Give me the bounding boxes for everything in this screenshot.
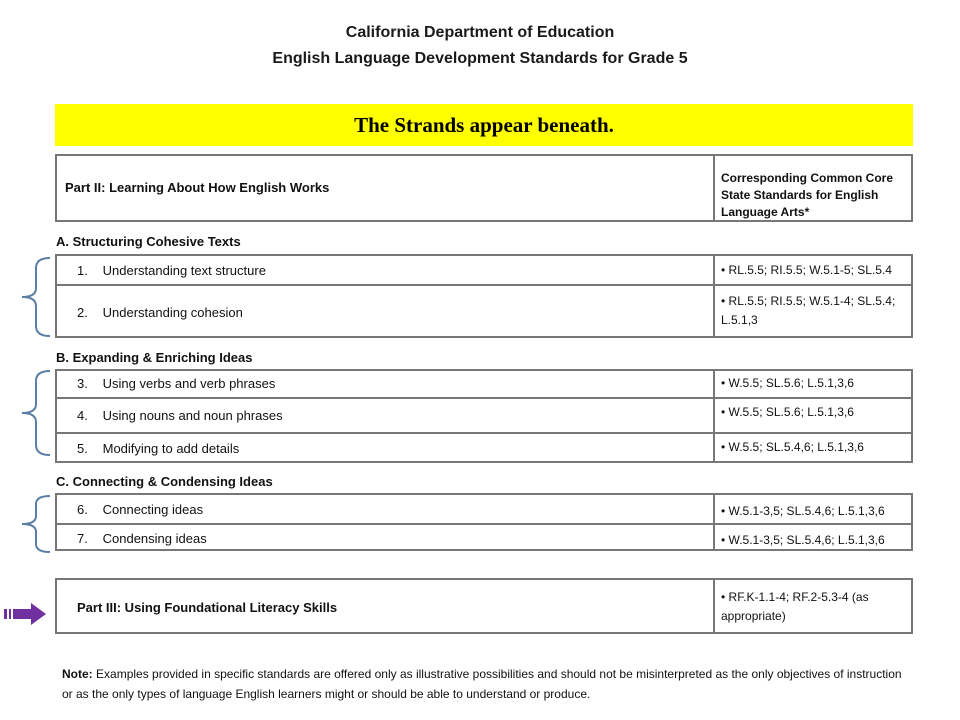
ccss-column-header: Corresponding Common Core State Standards for English Language Arts* [721, 171, 894, 219]
document-subtitle: English Language Development Standards for Grade 5 [272, 50, 688, 67]
table-row [77, 502, 203, 517]
item-text: Understanding text structure [102, 263, 266, 278]
ccss-cell: • RL.5.5; RI.5.5; W.5.1-5; SL.5.4 [721, 263, 892, 277]
brace-icon [14, 369, 54, 457]
item-text: Modifying to add details [102, 441, 240, 456]
part2-header-table [55, 154, 913, 222]
table-row [77, 531, 207, 546]
ccss-cell: • W.5.1-3,5; SL.5.4,6; L.5.1,3,6 [721, 504, 885, 518]
section-a-table [55, 254, 913, 338]
item-number: 2. [77, 305, 88, 320]
table-row [77, 441, 239, 456]
section-b-table [55, 369, 913, 463]
item-number: 7. [77, 531, 88, 546]
section-c-label: C. Connecting & Condensing Ideas [56, 474, 273, 489]
item-number: 3. [77, 376, 88, 391]
item-text: Condensing ideas [102, 531, 207, 546]
brace-icon [14, 256, 54, 338]
section-b-label: B. Expanding & Enriching Ideas [56, 350, 253, 365]
item-text: Connecting ideas [102, 502, 204, 517]
ccss-cell: • RF.K-1.1-4; RF.2-5.3-4 (as appropriate) [721, 590, 869, 623]
table-row [77, 408, 283, 423]
item-number: 1. [77, 263, 88, 278]
note-label: Note: [62, 667, 93, 681]
item-number: 6. [77, 502, 88, 517]
right-arrow-icon [4, 601, 48, 627]
ccss-cell: • W.5.5; SL.5.6; L.5.1,3,6 [721, 405, 854, 419]
item-text: Using nouns and noun phrases [102, 408, 283, 423]
ccss-cell: • RL.5.5; RI.5.5; W.5.1-4; SL.5.4; L.5.1,3 [721, 294, 896, 327]
part3-title: Part III: Using Foundational Literacy Skills [77, 600, 338, 615]
note-text: Examples provided in specific standards are offered only as illustrative possibilities and should not be misinterpreted as the only objectives of instruction or as the only types of language English learners might or should be able to understand or produce. [62, 667, 902, 701]
ccss-cell: • W.5.5; SL.5.6; L.5.1,3,6 [721, 376, 854, 390]
ccss-cell: • W.5.1-3,5; SL.5.4,6; L.5.1,3,6 [721, 533, 885, 547]
part3-table [55, 578, 913, 634]
table-row [77, 305, 243, 320]
document-org-title: California Department of Education [345, 24, 615, 41]
section-c-table [55, 493, 913, 551]
section-a-label: A. Structuring Cohesive Texts [56, 234, 241, 249]
ccss-cell: • W.5.5; SL.5.4,6; L.5.1,3,6 [721, 440, 864, 454]
item-text: Using verbs and verb phrases [102, 376, 276, 391]
item-number: 5. [77, 441, 88, 456]
table-row [77, 263, 266, 278]
part2-title: Part II: Learning About How English Works [65, 180, 330, 195]
footnote [62, 664, 902, 704]
item-text: Understanding cohesion [102, 305, 243, 320]
strands-banner: The Strands appear beneath. [55, 104, 913, 146]
item-number: 4. [77, 408, 88, 423]
brace-icon [14, 494, 54, 554]
table-row [77, 376, 275, 391]
